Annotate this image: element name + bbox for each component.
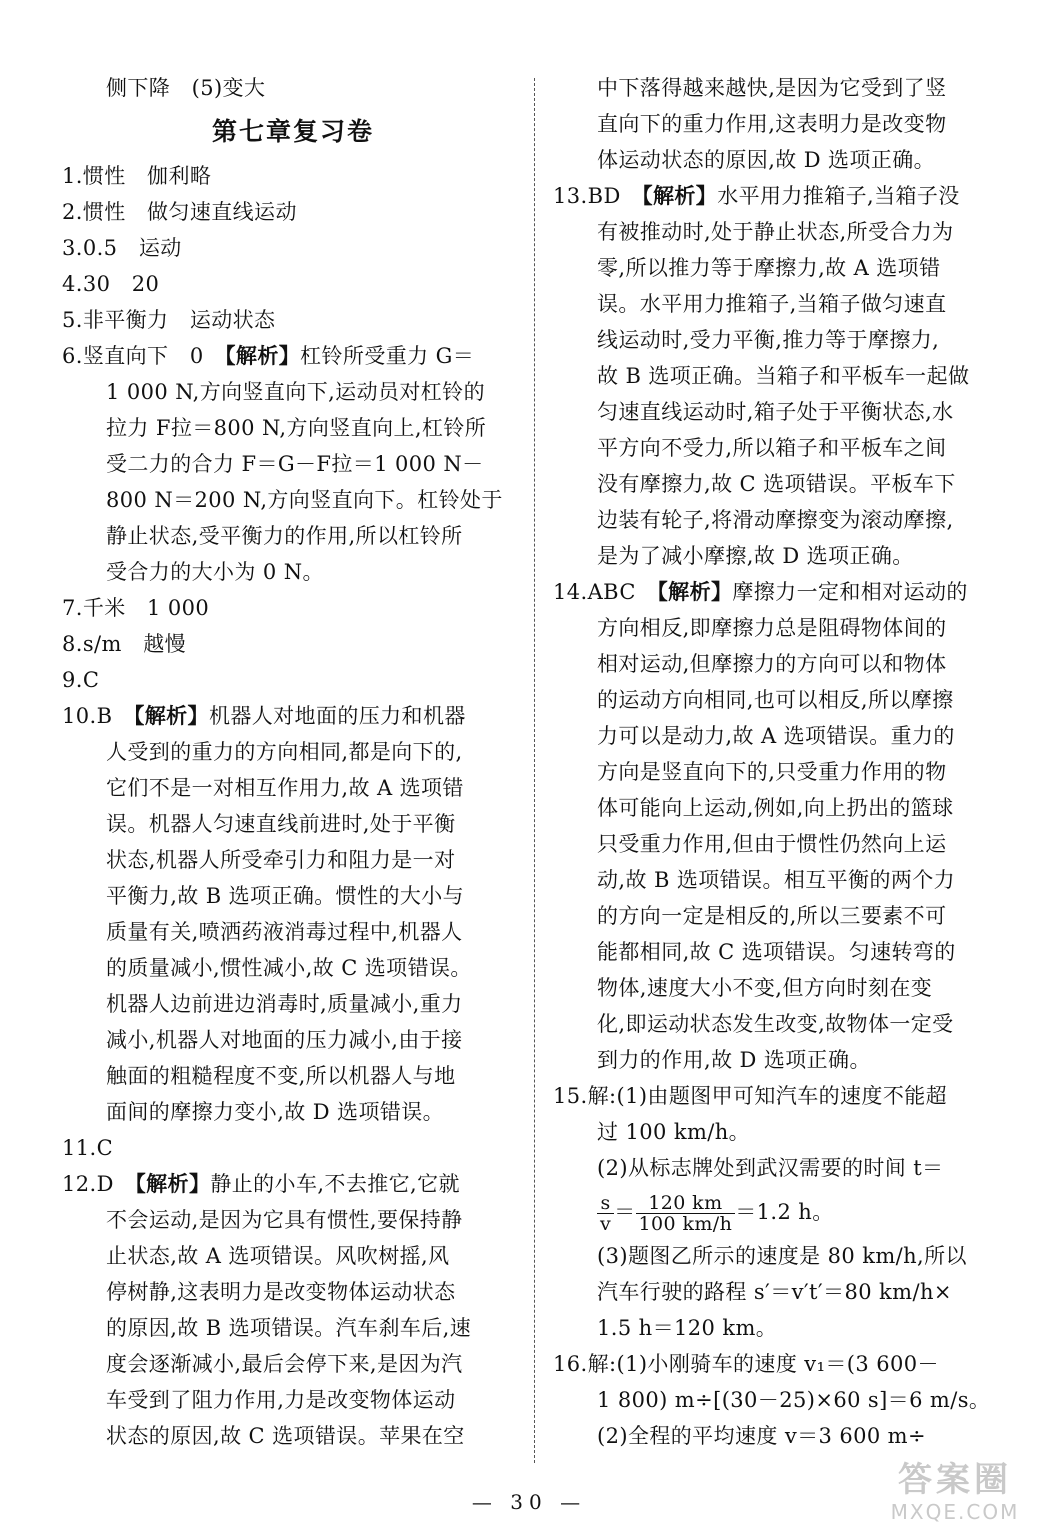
text-line: 的质量减小,惯性减小,故 C 选项错误。: [106, 956, 472, 980]
page-number: — 30 —: [471, 1490, 587, 1514]
item-first-line: [62, 698, 524, 734]
watermark-url: MXQE.COM: [890, 1500, 1020, 1524]
item-first-line: [62, 662, 524, 698]
item-first-line: [62, 590, 524, 626]
item-text: 千米 1 000: [82, 596, 210, 620]
item-number: 11.: [62, 1136, 97, 1160]
item-number: 12.: [62, 1172, 97, 1196]
text-line: 止状态,故 A 选项错误。风吹树摇,风: [106, 1244, 450, 1268]
item-first-line: [553, 574, 993, 610]
answer-item-14: [553, 574, 993, 1078]
text-line: 体可能向上运动,例如,向上扔出的篮球: [597, 796, 954, 820]
item-number: 13.: [553, 184, 588, 208]
text-line: 相对运动,但摩擦力的方向可以和物体: [597, 652, 947, 676]
item-first-line: [62, 266, 524, 302]
text-line: 不会运动,是因为它具有惯性,要保持静: [106, 1208, 463, 1232]
item-number: 3.: [62, 236, 83, 260]
answer-list-left: [62, 158, 524, 1454]
analysis-tag: 【解析】: [642, 184, 718, 208]
text-line: 静止状态,受平衡力的作用,所以杠铃所: [106, 524, 463, 548]
text-line: 的原因,故 B 选项错误。汽车刹车后,速: [106, 1316, 472, 1340]
text-line: 动,故 B 选项错误。相互平衡的两个力: [597, 868, 956, 892]
text-line: 物体,速度大小不变,但方向时刻在变: [597, 976, 933, 1000]
text-line: 零,所以推力等于摩擦力,故 A 选项错: [597, 256, 941, 280]
answer-item: [62, 1166, 524, 1454]
item-first-line: [62, 194, 524, 230]
text-line: 机器人边前进边消毒时,质量减小,重力: [106, 992, 463, 1016]
item-number: 16.: [553, 1352, 588, 1376]
answer-item-13: [553, 178, 993, 574]
item-text: 静止的小车,不去推它,它就: [210, 1172, 460, 1196]
answer-item-15: [553, 1078, 993, 1346]
text-line: 人受到的重力的方向相同,都是向下的,: [106, 740, 463, 764]
item-first-line: [553, 1078, 993, 1114]
item-number: 15.: [553, 1084, 588, 1108]
text-line: 车受到了阻力作用,力是改变物体运动: [106, 1388, 456, 1412]
item-text: 杠铃所受重力 G＝: [300, 344, 475, 368]
text-line: 状态,机器人所受牵引力和阻力是一对: [106, 848, 456, 872]
item-number: 6.: [62, 344, 83, 368]
chapter-title: 第七章复习卷: [211, 117, 374, 146]
text-line: 到力的作用,故 D 选项正确。: [597, 1048, 871, 1072]
item-number: 1.: [62, 164, 83, 188]
text-line: 方向相反,即摩擦力总是阻碍物体间的: [597, 616, 947, 640]
text-line: 力可以是动力,故 A 选项错误。重力的: [597, 724, 955, 748]
text-line: 有被推动时,处于静止状态,所受合力为: [597, 220, 954, 244]
text-line: 没有摩擦力,故 C 选项错误。平板车下: [597, 472, 956, 496]
item-text: 解:(1)由题图甲可知汽车的速度不能超: [587, 1084, 948, 1108]
item-first-line: [62, 1130, 524, 1166]
analysis-tag: 【解析】: [657, 580, 733, 604]
answer-item: [62, 302, 524, 338]
text-line: 中下落得越来越快,是因为它受到了竖: [597, 76, 947, 100]
text-line: 质量有关,喷洒药液消毒过程中,机器人: [106, 920, 463, 944]
text-line: 线运动时,受力平衡,推力等于摩擦力,: [597, 328, 940, 352]
continuation-line: 侧下降 (5)变大: [106, 76, 266, 100]
text-line: 它们不是一对相互作用力,故 A 选项错: [106, 776, 464, 800]
item-first-line: [62, 338, 524, 374]
text-line: 受合力的大小为 0 N。: [106, 560, 324, 584]
text-line: 拉力 F拉＝800 N,方向竖直向上,杠铃所: [106, 416, 487, 440]
text-line: 化,即运动状态发生改变,故物体一定受: [597, 1012, 954, 1036]
item-number: 10.: [62, 704, 97, 728]
item-answer: BD: [587, 184, 643, 208]
text-line: (3)题图乙所示的速度是 80 km/h,所以: [597, 1244, 967, 1268]
text-line: 1.5 h＝120 km。: [597, 1316, 778, 1340]
text-line: 边装有轮子,将滑动摩擦变为滚动摩擦,: [597, 508, 954, 532]
text-line: 的方向一定是相反的,所以三要素不可: [597, 904, 947, 928]
answer-item: [62, 662, 524, 698]
item-text: s/m 越慢: [82, 632, 187, 656]
text-line: 体运动状态的原因,故 D 选项正确。: [597, 148, 936, 172]
text-line: 汽车行驶的路程 s′＝v′t′＝80 km/h×: [597, 1280, 952, 1304]
text-line: (2)全程的平均速度 v＝3 600 m÷: [597, 1424, 926, 1448]
text-line: 1 000 N,方向竖直向下,运动员对杠铃的: [106, 380, 485, 404]
item-number: 5.: [62, 308, 83, 332]
item-first-line: [62, 1166, 524, 1202]
equals-sign: ＝: [614, 1200, 636, 1224]
text-line: 是为了减小摩擦,故 D 选项正确。: [597, 544, 914, 568]
left-column: [62, 70, 524, 1454]
item-first-line: [553, 1346, 993, 1382]
text-line: 平方向不受力,所以箱子和平板车之间: [597, 436, 947, 460]
analysis-tag: 【解析】: [225, 344, 301, 368]
item-first-line: [62, 230, 524, 266]
fraction-distance-over-speed: $\frac{120 km}{100 km/h}$: [636, 1193, 736, 1234]
text-line: 面间的摩擦力变小,故 D 选项错误。: [106, 1100, 445, 1124]
item-first-line: [62, 158, 524, 194]
item-number: 7.: [62, 596, 83, 620]
text-line: 过 100 km/h。: [597, 1120, 751, 1144]
item-text: C: [96, 1136, 114, 1160]
answer-item-16: [553, 1346, 993, 1454]
item-number: 8.: [62, 632, 83, 656]
fraction-line: [553, 1186, 993, 1238]
text-line: 的运动方向相同,也可以相反,所以摩擦: [597, 688, 954, 712]
answer-item: [62, 266, 524, 302]
answer-item: [62, 1130, 524, 1166]
item-answer: 竖直向下 0: [82, 344, 226, 368]
item-text: 惯性 伽利略: [82, 164, 212, 188]
text-line: 1 800) m÷[(30－25)×60 s]＝6 m/s。: [597, 1388, 991, 1412]
text-line: 800 N＝200 N,方向竖直向下。杠铃处于: [106, 488, 503, 512]
answer-item: [62, 194, 524, 230]
watermark-logo: [860, 1460, 1050, 1530]
item-12-continuation: [553, 70, 993, 178]
text-line: 匀速直线运动时,箱子处于平衡状态,水: [597, 400, 954, 424]
text-line: 能都相同,故 C 选项错误。匀速转弯的: [597, 940, 956, 964]
fraction-s-over-v: $\frac{s}{v}$: [597, 1193, 614, 1234]
item-answer: ABC: [587, 580, 658, 604]
item-first-line: [62, 626, 524, 662]
right-column: [553, 70, 993, 1454]
text-line: (2)从标志牌处到武汉需要的时间 t＝: [597, 1156, 944, 1180]
answer-item: [62, 626, 524, 662]
fraction-result: ＝1.2 h。: [735, 1200, 834, 1224]
text-line: 误。水平用力推箱子,当箱子做匀速直: [597, 292, 947, 316]
text-line: 只受重力作用,但由于惯性仍然向上运: [597, 832, 947, 856]
analysis-tag: 【解析】: [135, 1172, 211, 1196]
text-line: 方向是竖直向下的,只受重力作用的物: [597, 760, 947, 784]
item-text: 水平用力推箱子,当箱子没: [717, 184, 960, 208]
text-line: 平衡力,故 B 选项正确。惯性的大小与: [106, 884, 465, 908]
answer-item: [62, 590, 524, 626]
answer-item: [62, 338, 524, 590]
item-number: 14.: [553, 580, 588, 604]
text-line: 直向下的重力作用,这表明力是改变物: [597, 112, 947, 136]
text-line: 误。机器人匀速直线前进时,处于平衡: [106, 812, 456, 836]
text-line: 停树静,这表明力是改变物体运动状态: [106, 1280, 456, 1304]
item-text: 非平衡力 运动状态: [82, 308, 276, 332]
answer-item: [62, 230, 524, 266]
watermark-text: 答案圈: [898, 1460, 1012, 1500]
item-number: 4.: [62, 272, 83, 296]
item-answer: B: [96, 704, 134, 728]
text-line: 受二力的合力 F＝G－F拉＝1 000 N－: [106, 452, 484, 476]
item-text: 机器人对地面的压力和机器: [208, 704, 466, 728]
item-first-line: [553, 178, 993, 214]
item-text: C: [82, 668, 100, 692]
item-number: 2.: [62, 200, 83, 224]
answer-item: [62, 158, 524, 194]
column-divider: [534, 78, 535, 1463]
item-answer: D: [96, 1172, 136, 1196]
item-number: 9.: [62, 668, 83, 692]
item-text: 解:(1)小刚骑车的速度 v₁＝(3 600－: [587, 1352, 939, 1376]
text-line: 度会逐渐减小,最后会停下来,是因为汽: [106, 1352, 463, 1376]
item-text: 摩擦力一定和相对运动的: [732, 580, 968, 604]
text-line: 触面的粗糙程度不变,所以机器人与地: [106, 1064, 456, 1088]
answer-item: [62, 698, 524, 1130]
item-text: 0.5 运动: [82, 236, 182, 260]
text-line: 减小,机器人对地面的压力减小,由于接: [106, 1028, 463, 1052]
analysis-tag: 【解析】: [133, 704, 209, 728]
text-line: 状态的原因,故 C 选项错误。苹果在空: [106, 1424, 465, 1448]
item-text: 30 20: [82, 272, 160, 296]
text-line: 故 B 选项正确。当箱子和平板车一起做: [597, 364, 970, 388]
item-text: 惯性 做匀速直线运动: [82, 200, 297, 224]
item-first-line: [62, 302, 524, 338]
